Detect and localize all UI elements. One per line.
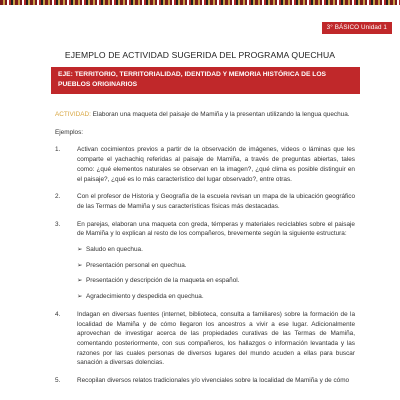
arrow-bullet-icon: ➢ [77, 246, 83, 254]
examples-label: Ejemplos: [55, 128, 84, 136]
arrow-bullet-icon: ➢ [77, 293, 83, 301]
item-number: 5. [55, 377, 61, 385]
document-body [55, 110, 355, 386]
structure-bullet [55, 245, 355, 255]
structure-bullet [55, 276, 355, 286]
list-item [55, 220, 355, 239]
bullet-text: Presentación y descripción de la maqueta en español. [86, 277, 240, 285]
activity-text: Elaboran una maqueta del paisaje de Mamiña y la presentan utilizando la lengua quechua. [92, 111, 350, 118]
item-number: 1. [55, 146, 61, 154]
structure-bullet [55, 292, 355, 302]
item-text: Indagan en diversas fuentes (internet, biblioteca, consulta a familiares) sobre la formación de la localidad de Mamiña y de cómo llegaron los ancestros a vivir a ese lugar. Adicionalmente aprovechan de investigar acerca de las propiedades curativas de las Termas de Mamiña, comentando posteriormente, con sus compañeros, los hallazgos o información levantada y las razones por las cuales personas de diversos lugares del mundo acuden a ellas para buscar sanación a diversas dolencias. [77, 310, 355, 367]
document-title: EJEMPLO DE ACTIVIDAD SUGERIDA DEL PROGRAMA QUECHUA [64, 50, 336, 60]
list-item [55, 192, 355, 211]
bullet-text: Presentación personal en quechua. [86, 261, 187, 269]
bullet-text: Agradecimiento y despedida en quechua. [86, 293, 204, 301]
activity-paragraph [55, 110, 355, 120]
item-text: Con el profesor de Historia y Geografía de la escuela revisan un mapa de la ubicación geográfico de las Termas de Mamiña y sus características físicas más destacadas. [77, 193, 355, 210]
structure-bullet [55, 261, 355, 271]
axis-banner: EJE: TERRITORIO, TERRITORIALIDAD, IDENTIDAD Y MEMORIA HISTÓRICA DE LOS PUEBLOS ORIGINARIOS [51, 67, 360, 94]
list-item [55, 376, 355, 386]
arrow-bullet-icon: ➢ [77, 261, 83, 269]
bullet-text: Saludo en quechua. [86, 246, 143, 254]
list-item [55, 145, 355, 184]
unit-badge: 3° BÁSICO Unidad 1 [322, 22, 392, 34]
item-number: 3. [55, 220, 61, 228]
activity-label: ACTIVIDAD: [55, 111, 91, 118]
item-text: Recopilan diversos relatos tradicionales y/o vivenciales sobre la localidad de Mamiña y de cómo [77, 377, 350, 385]
arrow-bullet-icon: ➢ [77, 277, 83, 285]
item-number: 2. [55, 193, 61, 201]
list-item [55, 310, 355, 368]
item-number: 4. [55, 310, 61, 318]
item-text: En parejas, elaboran una maqueta con greda, témperas y materiales reciclables sobre el paisaje de Mamiña y lo explican al resto de los compañeros, brevemente según la siguiente estructura: [77, 220, 355, 238]
decorative-top-border [0, 0, 400, 5]
item-text: Activan cocimientos previos a partir de la observación de imágenes, videos o láminas que les comparte el yachachiq referidas al paisaje de Mamiña, a través de preguntas abiertas, tales como: ¿qué elementos naturales se observan en la imagen?, ¿qué clima es posible distinguir en el paisaje?, ¿qué es lo más característico del lugar observado?, entre otras. [77, 146, 355, 183]
